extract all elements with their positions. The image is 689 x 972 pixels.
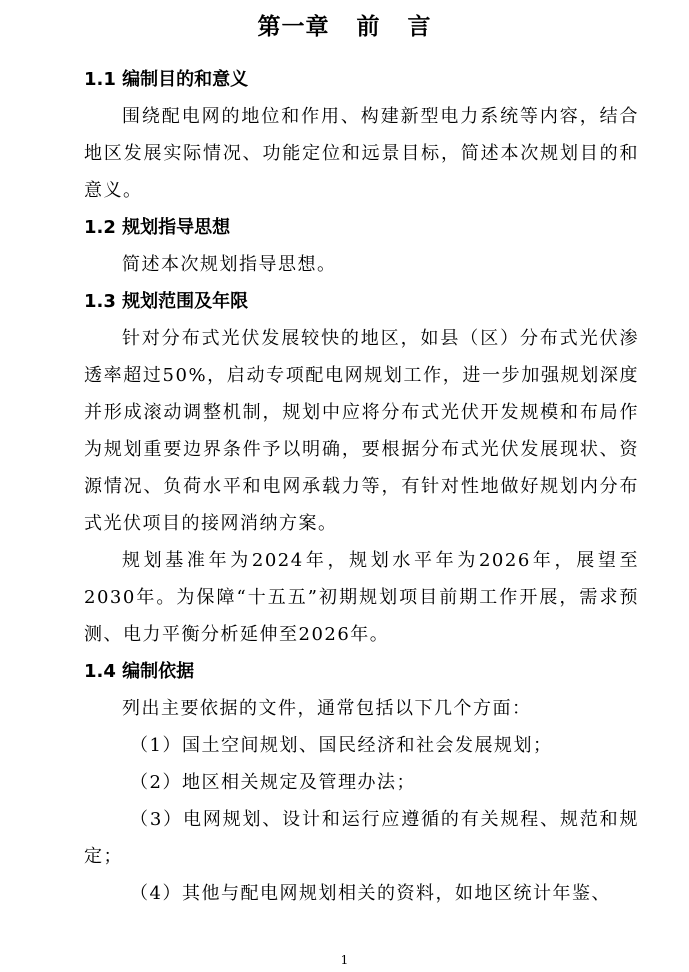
section-1-3-paragraph-1: 针对分布式光伏发展较快的地区，如县（区）分布式光伏渗透率超过50%，启动专项配电网规划工作，进一步加强规划深度并形成滚动调整机制，规划中应将分布式光伏开发规模和布局作为规划重要边界条件予以明确，要根据分布式光伏发展现状、资源情况、负荷水平和电网承载力等，有针对性地做好规划内分布式光伏项目的接网消纳方案。 xyxy=(84,328,639,534)
list-item-1: （1）国土空间规划、国民经济和社会发展规划； xyxy=(130,735,553,756)
list-item-4: （4）其他与配电网规划相关的资料，如地区统计年鉴、 xyxy=(130,883,611,904)
list-item-3: （3）电网规划、设计和运行应遵循的有关规程、规范和规定； xyxy=(84,809,639,867)
chapter-title: 第一章 前 言 xyxy=(257,14,432,40)
section-heading-1-1: 1.1 编制目的和意义 xyxy=(84,69,249,90)
document-body xyxy=(84,61,639,912)
section-1-4-paragraph: 列出主要依据的文件，通常包括以下几个方面： xyxy=(122,698,532,719)
section-1-3-paragraph-2: 规划基准年为2024年，规划水平年为2026年，展望至2030年。为保障“十五五”初期规划项目前期工作开展，需求预测、电力平衡分析延伸至2026年。 xyxy=(84,550,639,645)
section-heading-1-2: 1.2 规划指导思想 xyxy=(84,217,231,238)
list-item-2: （2）地区相关规定及管理办法； xyxy=(130,772,416,793)
page-number: 1 xyxy=(340,953,349,967)
section-1-1-paragraph: 围绕配电网的地位和作用、构建新型电力系统等内容，结合地区发展实际情况、功能定位和远景目标，简述本次规划目的和意义。 xyxy=(84,106,639,201)
section-heading-1-4: 1.4 编制依据 xyxy=(84,661,195,682)
section-heading-1-3: 1.3 规划范围及年限 xyxy=(84,291,249,312)
section-1-2-paragraph: 简述本次规划指导思想。 xyxy=(122,254,337,275)
